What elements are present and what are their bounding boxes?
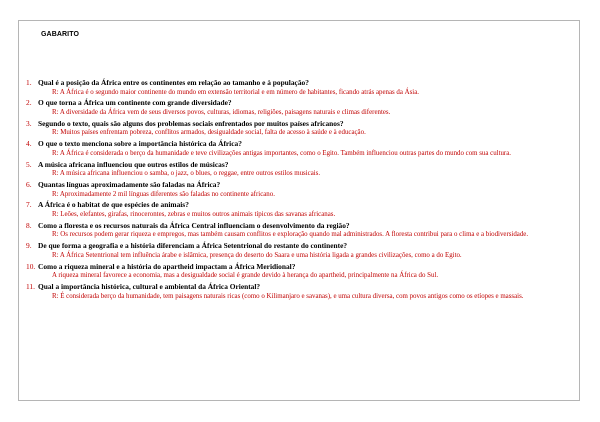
item-number: 10.: [26, 261, 36, 271]
question-text: Segundo o texto, quais são alguns dos problemas sociais enfrentados por muitos países africanos?: [38, 118, 344, 128]
item-number: 6.: [26, 179, 32, 189]
question-text: O que o texto menciona sobre a importância histórica da África?: [38, 139, 242, 149]
answer-text: R: Leões, elefantes, girafas, rinocerontes, zebras e muitos outros animais típicos das savanas africanas.: [52, 210, 336, 218]
qa-item-2: [26, 98, 560, 117]
answer-text: R: É considerada berço da humanidade, tem paisagens naturais ricas (como o Kilimanjaro e savanas), e uma cultura diversa, com povos antigos como os etíopes e massais.: [52, 292, 524, 300]
item-number: 4.: [26, 139, 32, 149]
qa-item-11: [26, 281, 560, 301]
item-number: 3.: [26, 118, 32, 128]
item-number: 8.: [26, 220, 32, 230]
document-title: GABARITO: [41, 31, 80, 38]
question-text: Como a floresta e os recursos naturais da África Central influenciam o desenvolvimento da região?: [38, 220, 350, 230]
item-number: 2.: [26, 98, 32, 108]
question-text: Qual a importância histórica, cultural e ambiental da África Oriental?: [38, 281, 261, 291]
qa-item-4: [26, 139, 560, 158]
answer-text: R: A África Setentrional tem influência árabe e islâmica, presença do deserto do Saara e uma história ligada a grandes civilizações, como a do Egito.: [52, 251, 462, 259]
answer-text: R: Aproximadamente 2 mil línguas diferentes são faladas no continente africano.: [52, 190, 275, 198]
question-text: De que forma a geografia e a história diferenciam a África Setentrional do restante do continente?: [38, 241, 348, 251]
question-answer-list: [26, 78, 560, 302]
question-text: Quantas línguas aproximadamente são faladas na África?: [38, 179, 221, 189]
qa-item-3: [26, 118, 560, 138]
item-number: 1.: [26, 78, 32, 87]
item-number: 7.: [26, 200, 32, 210]
answer-text: R: Os recursos podem gerar riqueza e empregos, mas também causam conflitos e exploração quando mal administrados. A floresta contribui para o clima e a biodiversidade.: [52, 231, 529, 239]
qa-item-1: [26, 78, 560, 97]
qa-item-6: [26, 179, 560, 199]
item-number: 5.: [26, 159, 32, 169]
qa-item-7: [26, 200, 560, 219]
question-text: O que torna a África um continente com grande diversidade?: [38, 98, 232, 108]
answer-text: R: A África é considerada o berço da humanidade e teve civilizações antigas importantes, como o Egito. Também influenciou outras partes do mundo com sua cultura.: [52, 149, 512, 157]
answer-text: R: A música africana influenciou o samba, o jazz, o blues, o reggae, entre outros estilos musicais.: [52, 170, 321, 178]
answer-text: A riqueza mineral favorece a economia, mas a desigualdade social é grande devido à herança do apartheid, principalmente na África do Sul.: [52, 272, 439, 280]
question-text: A África é o habitat de que espécies de animais?: [38, 200, 189, 210]
answer-text: R: A diversidade da África vem de seus diversos povos, culturas, idiomas, religiões, paisagens naturais e climas diferentes.: [52, 108, 391, 116]
qa-item-5: [26, 159, 560, 179]
question-text: Qual é a posição da África entre os continentes em relação ao tamanho e à população?: [38, 78, 309, 87]
question-text: Como a riqueza mineral e a história do apartheid impactam a África Meridional?: [38, 261, 296, 271]
qa-item-9: [26, 241, 560, 260]
qa-item-8: [26, 220, 560, 240]
answer-text: R: A África é o segundo maior continente do mundo em extensão territorial e em número de habitantes, ficando atrás apenas da Ásia.: [52, 88, 419, 96]
qa-item-10: [26, 261, 560, 281]
item-number: 9.: [26, 241, 32, 251]
answer-text: R: Muitos países enfrentam pobreza, conflitos armados, desigualdade social, falta de acesso à saúde e à educação.: [52, 129, 366, 137]
item-number: 11.: [26, 281, 35, 291]
question-text: A música africana influenciou que outros estilos de músicas?: [38, 159, 229, 169]
